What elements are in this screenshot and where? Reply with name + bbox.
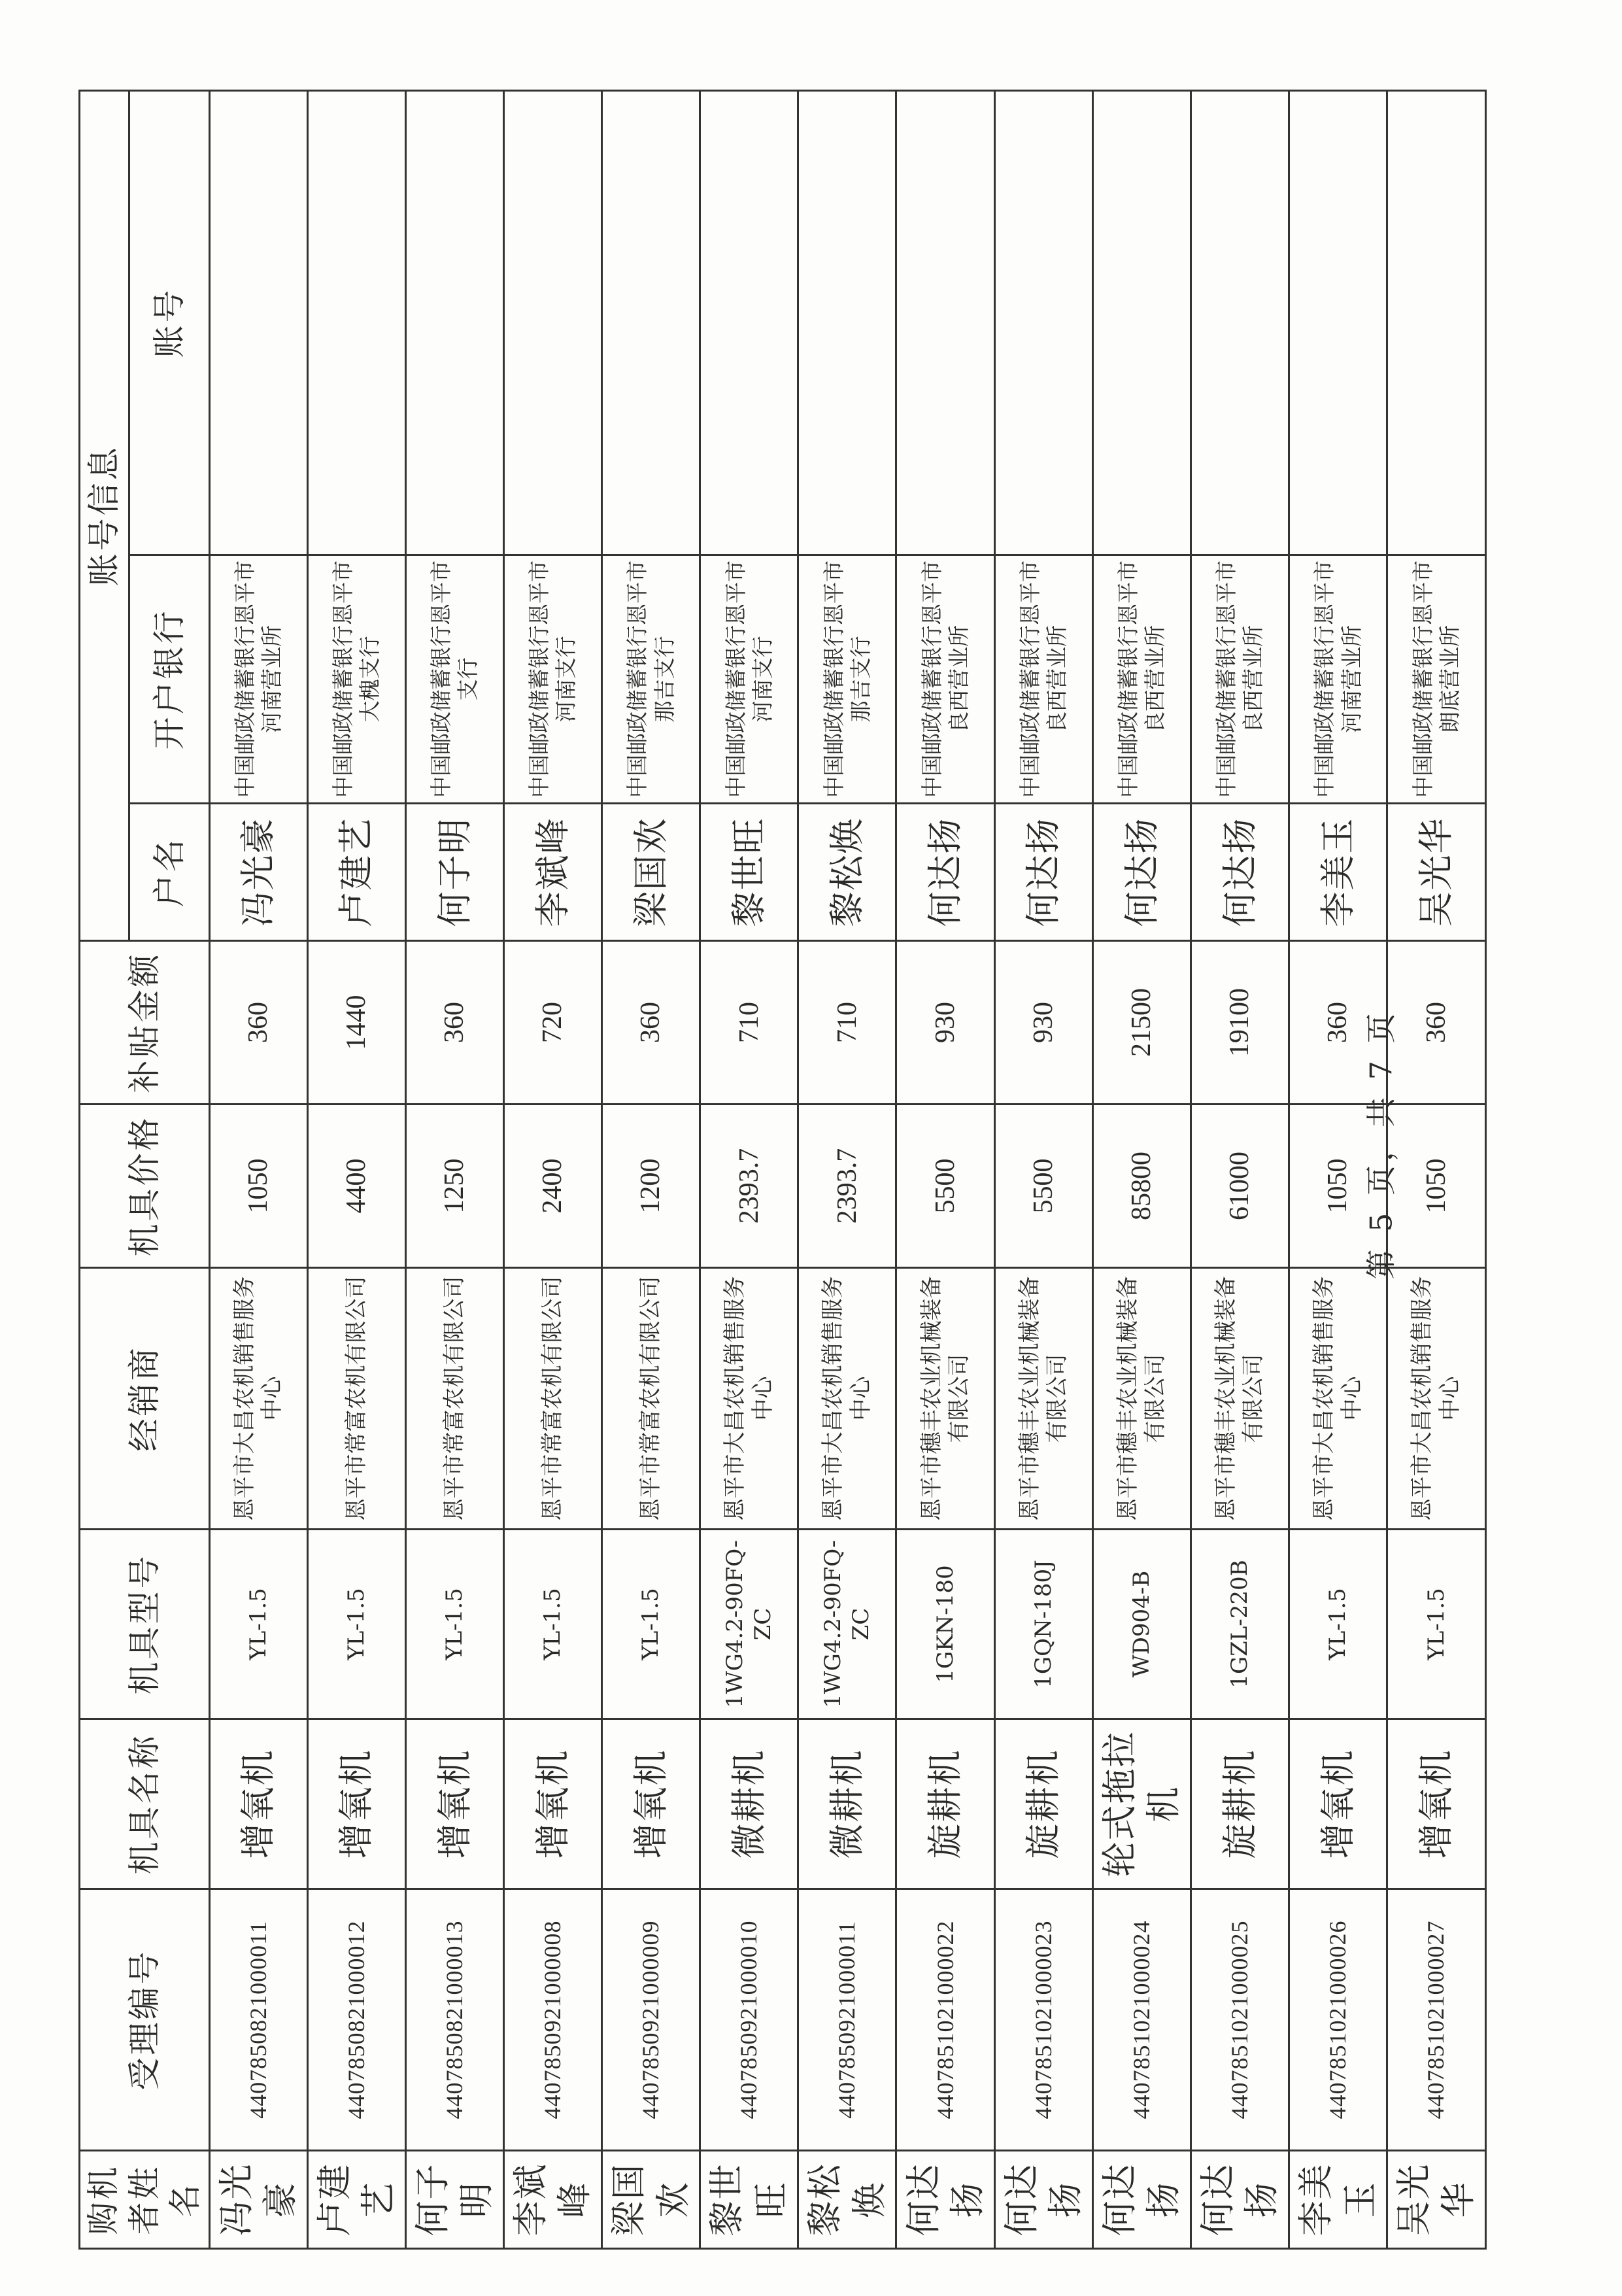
model-cell: YL-1.5: [209, 1530, 307, 1719]
table-row: [700, 91, 798, 2249]
code-cell: 4407851021000026: [1289, 1889, 1387, 2151]
code-cell: 4407851021000025: [1191, 1889, 1289, 2151]
holder-cell: 卢建艺: [307, 804, 405, 941]
subsidy-cell: 360: [1387, 941, 1485, 1105]
machine-cell: 轮式拖拉机: [1092, 1719, 1191, 1889]
bank-cell: 中国邮政储蓄银行恩平市河南营业所: [1289, 555, 1387, 804]
table-row: [798, 91, 896, 2249]
holder-cell: 冯光豪: [209, 804, 307, 941]
buyer-cell: 梁国欢: [602, 2151, 700, 2249]
machine-cell: 增氧机: [1387, 1719, 1485, 1889]
code-cell: 4407850821000013: [405, 1889, 503, 2151]
buyer-cell: 何达扬: [994, 2151, 1092, 2249]
table-row: [602, 91, 700, 2249]
subsidy-cell: 1440: [307, 941, 405, 1105]
subsidy-cell: 710: [700, 941, 798, 1105]
dealer-cell: 恩平市常富农机有限公司: [405, 1268, 503, 1530]
model-cell: YL-1.5: [307, 1530, 405, 1719]
bank-cell: 中国邮政储蓄银行恩平市良西营业所: [896, 555, 994, 804]
bank-cell: 中国邮政储蓄银行恩平市那吉支行: [602, 555, 700, 804]
machine-cell: 微耕机: [798, 1719, 896, 1889]
code-cell: 4407851021000022: [896, 1889, 994, 2151]
subsidy-cell: 360: [1289, 941, 1387, 1105]
bank-cell: 中国邮政储蓄银行恩平市朗底营业所: [1387, 555, 1485, 804]
account-cell: [1092, 91, 1191, 555]
subsidy-cell: 360: [209, 941, 307, 1105]
price-cell: 1200: [602, 1105, 700, 1268]
price-cell: 4400: [307, 1105, 405, 1268]
buyer-cell: 李美玉: [1289, 2151, 1387, 2249]
subsidy-cell: 710: [798, 941, 896, 1105]
code-cell: 4407850921000010: [700, 1889, 798, 2151]
bank-cell: 中国邮政储蓄银行恩平市支行: [405, 555, 503, 804]
holder-cell: 何达扬: [1092, 804, 1191, 941]
price-cell: 1250: [405, 1105, 503, 1268]
account-cell: [1289, 91, 1387, 555]
machine-cell: 微耕机: [700, 1719, 798, 1889]
table-row: [405, 91, 503, 2249]
subsidy-cell: 21500: [1092, 941, 1191, 1105]
table-row: [307, 91, 405, 2249]
bank-cell: 中国邮政储蓄银行恩平市良西营业所: [1092, 555, 1191, 804]
code-cell: 440785082100001​1: [209, 1889, 307, 2151]
machine-cell: 增氧机: [209, 1719, 307, 1889]
machine-cell: 增氧机: [405, 1719, 503, 1889]
model-cell: YL-1.5: [1289, 1530, 1387, 1719]
model-cell: 1GQN-180J: [994, 1530, 1092, 1719]
bank-cell: 中国邮政储蓄银行恩平市大槐支行: [307, 555, 405, 804]
price-cell: 85800: [1092, 1105, 1191, 1268]
account-cell: [602, 91, 700, 555]
model-cell: WD904-B: [1092, 1530, 1191, 1719]
bank-cell: 中国邮政储蓄银行恩平市那吉支行: [798, 555, 896, 804]
header-bank: 开户银行: [129, 555, 209, 804]
price-cell: 2393.7: [798, 1105, 896, 1268]
dealer-cell: 恩平市穗丰农业机械装备有限公司: [896, 1268, 994, 1530]
account-cell: [700, 91, 798, 555]
code-cell: 4407850921000011: [798, 1889, 896, 2151]
dealer-cell: 恩平市常富农机有限公司: [307, 1268, 405, 1530]
account-cell: [896, 91, 994, 555]
table-row: [503, 91, 601, 2249]
code-cell: 4407851021000027: [1387, 1889, 1485, 2151]
rotated-table-frame: [78, 92, 1484, 2250]
table-row: [896, 91, 994, 2249]
code-cell: 4407851021000024: [1092, 1889, 1191, 2151]
dealer-cell: 恩平市大昌农机销售服务中心: [1387, 1268, 1485, 1530]
price-cell: 61000: [1191, 1105, 1289, 1268]
dealer-cell: 恩平市常富农机有限公司: [602, 1268, 700, 1530]
table-row: [209, 91, 307, 2249]
price-cell: 1050: [1387, 1105, 1485, 1268]
bank-cell: 中国邮政储蓄银行恩平市良西营业所: [1191, 555, 1289, 804]
account-cell: [209, 91, 307, 555]
price-cell: 2393.7: [700, 1105, 798, 1268]
model-cell: YL-1.5: [405, 1530, 503, 1719]
holder-cell: 李斌峰: [503, 804, 601, 941]
header-account: 账号: [129, 91, 209, 555]
holder-cell: 李美玉: [1289, 804, 1387, 941]
code-cell: 4407851021000023: [994, 1889, 1092, 2151]
holder-cell: 黎世旺: [700, 804, 798, 941]
page-number: 第 5 页，共 7 页: [1364, 1009, 1399, 1280]
bank-cell: 中国邮政储蓄银行恩平市河南支行: [700, 555, 798, 804]
buyer-cell: 卢建艺: [307, 2151, 405, 2249]
subsidy-cell: 720: [503, 941, 601, 1105]
bank-cell: 中国邮政储蓄银行恩平市良西营业所: [994, 555, 1092, 804]
buyer-cell: 何达扬: [1092, 2151, 1191, 2249]
dealer-cell: 恩平市穗丰农业机械装备有限公司: [1092, 1268, 1191, 1530]
model-cell: 1GKN-180: [896, 1530, 994, 1719]
holder-cell: 吴光华: [1387, 804, 1485, 941]
holder-cell: 何子明: [405, 804, 503, 941]
price-cell: 1050: [209, 1105, 307, 1268]
dealer-cell: 恩平市大昌农机销售服务中心: [1289, 1268, 1387, 1530]
header-buyer: 购机者姓名: [80, 2151, 210, 2249]
table-row: [1191, 91, 1289, 2249]
buyer-cell: 吴光华: [1387, 2151, 1485, 2249]
buyer-cell: 李斌峰: [503, 2151, 601, 2249]
header-code: 受理编号: [80, 1889, 210, 2151]
header-model: 机具型号: [80, 1530, 210, 1719]
machine-cell: 旋耕机: [994, 1719, 1092, 1889]
model-cell: 1WG4.2-90FQ-ZC: [798, 1530, 896, 1719]
subsidy-cell: 930: [994, 941, 1092, 1105]
subsidy-cell: 19100: [1191, 941, 1289, 1105]
code-cell: 4407850821000012: [307, 1889, 405, 2151]
table-row: [1092, 91, 1191, 2249]
bank-cell: 中国邮政储蓄银行恩平市河南支行: [503, 555, 601, 804]
subsidy-cell: 930: [896, 941, 994, 1105]
subsidy-cell: 360: [602, 941, 700, 1105]
account-cell: [405, 91, 503, 555]
model-cell: 1GZL-220B: [1191, 1530, 1289, 1719]
table-row: [994, 91, 1092, 2249]
model-cell: 1WG4.2-90FQ-ZC: [700, 1530, 798, 1719]
model-cell: YL-1.5: [503, 1530, 601, 1719]
dealer-cell: 恩平市常富农机有限公司: [503, 1268, 601, 1530]
header-price: 机具价格: [80, 1105, 210, 1268]
account-cell: [503, 91, 601, 555]
header-machine: 机具名称: [80, 1719, 210, 1889]
machine-cell: 增氧机: [1289, 1719, 1387, 1889]
price-cell: 2400: [503, 1105, 601, 1268]
subsidy-table: [78, 90, 1487, 2250]
holder-cell: 梁国欢: [602, 804, 700, 941]
page-footer: [1340, 981, 1419, 1308]
buyer-cell: 冯光豪: [209, 2151, 307, 2249]
dealer-cell: 恩平市大昌农机销售服务中心: [209, 1268, 307, 1530]
code-cell: 4407850921000008: [503, 1889, 601, 2151]
subsidy-cell: 360: [405, 941, 503, 1105]
price-cell: 1050: [1289, 1105, 1387, 1268]
machine-cell: 旋耕机: [1191, 1719, 1289, 1889]
dealer-cell: 恩平市大昌农机销售服务中心: [700, 1268, 798, 1530]
holder-cell: 黎松焕: [798, 804, 896, 941]
machine-cell: 增氧机: [503, 1719, 601, 1889]
machine-cell: 旋耕机: [896, 1719, 994, 1889]
header-holder: 户名: [129, 804, 209, 941]
header-account-info: 账号信息: [80, 91, 129, 941]
account-cell: [1191, 91, 1289, 555]
dealer-cell: 恩平市穗丰农业机械装备有限公司: [1191, 1268, 1289, 1530]
buyer-cell: 黎松焕: [798, 2151, 896, 2249]
code-cell: 4407850921000009: [602, 1889, 700, 2151]
buyer-cell: 何子明: [405, 2151, 503, 2249]
model-cell: YL-1.5: [1387, 1530, 1485, 1719]
buyer-cell: 何达扬: [1191, 2151, 1289, 2249]
dealer-cell: 恩平市大昌农机销售服务中心: [798, 1268, 896, 1530]
header-subsidy: 补贴金额: [80, 941, 210, 1105]
account-cell: [1387, 91, 1485, 555]
holder-cell: 何达扬: [994, 804, 1092, 941]
price-cell: 5500: [994, 1105, 1092, 1268]
price-cell: 5500: [896, 1105, 994, 1268]
header-dealer: 经销商: [80, 1268, 210, 1530]
bank-cell: 中国邮政储蓄银行恩平市河南营业所: [209, 555, 307, 804]
account-cell: [798, 91, 896, 555]
dealer-cell: 恩平市穗丰农业机械装备有限公司: [994, 1268, 1092, 1530]
holder-cell: 何达扬: [896, 804, 994, 941]
buyer-cell: 黎世旺: [700, 2151, 798, 2249]
machine-cell: 增氧机: [307, 1719, 405, 1889]
account-cell: [994, 91, 1092, 555]
account-cell: [307, 91, 405, 555]
buyer-cell: 何达扬: [896, 2151, 994, 2249]
holder-cell: 何达扬: [1191, 804, 1289, 941]
machine-cell: 增氧机: [602, 1719, 700, 1889]
model-cell: YL-1.5: [602, 1530, 700, 1719]
